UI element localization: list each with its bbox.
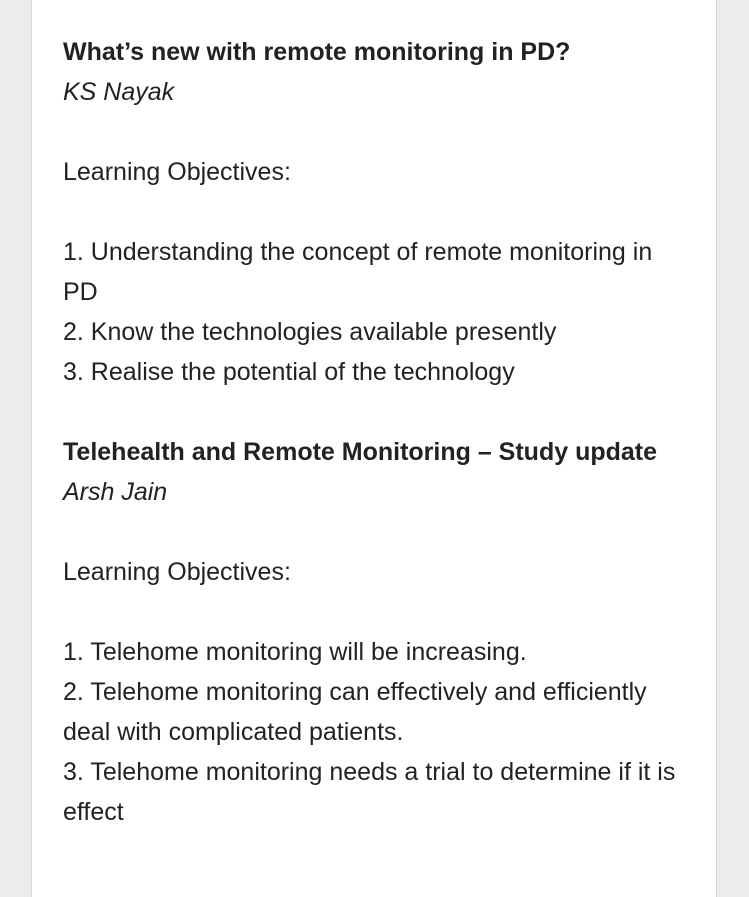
spacer bbox=[63, 592, 693, 632]
objectives-heading: Learning Objectives: bbox=[63, 558, 291, 586]
objective-item: 2. Know the technologies available presently bbox=[63, 318, 557, 346]
objective-item: 3. Telehome monitoring needs a trial to determine if it is effect bbox=[63, 758, 676, 826]
objectives-heading: Learning Objectives: bbox=[63, 158, 291, 186]
spacer bbox=[63, 112, 693, 152]
spacer bbox=[63, 192, 693, 232]
session-title: What’s new with remote monitoring in PD? bbox=[63, 38, 571, 66]
objective-item: 3. Realise the potential of the technology bbox=[63, 358, 515, 386]
session-2 bbox=[63, 432, 693, 832]
session-author: Arsh Jain bbox=[63, 478, 168, 506]
session-author: KS Nayak bbox=[63, 78, 175, 106]
content-card bbox=[31, 0, 717, 897]
session-title: Telehealth and Remote Monitoring – Study update bbox=[63, 438, 658, 466]
spacer bbox=[63, 512, 693, 552]
session-1 bbox=[63, 32, 693, 392]
objective-item: 2. Telehome monitoring can effectively and efficiently deal with complicated patients. bbox=[63, 678, 647, 746]
session-list bbox=[63, 32, 693, 832]
objective-item: 1. Understanding the concept of remote monitoring in PD bbox=[63, 238, 653, 306]
objective-item: 1. Telehome monitoring will be increasing. bbox=[63, 638, 527, 666]
spacer bbox=[63, 392, 693, 432]
